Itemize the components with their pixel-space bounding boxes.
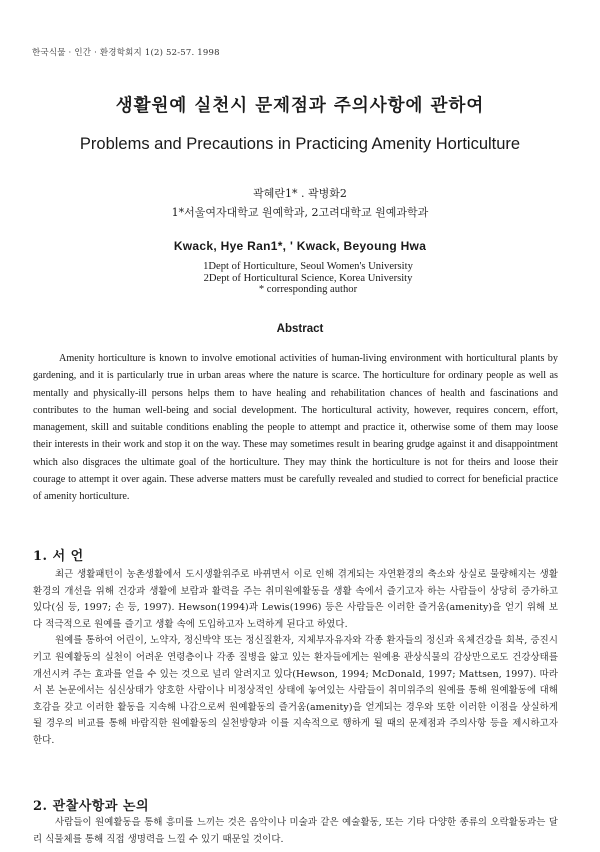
section-2-paragraph-1: 사람들이 원예활동을 통해 흥미를 느끼는 것은 음악이나 미술과 같은 예술활동, 또는 기타 다양한 종류의 오락활동과는 달리 식물체를 통해 직접 생명력을 느낄 수 있기 때문일 것이다. [33, 817, 558, 845]
korean-author-block [0, 184, 600, 222]
affiliation-1: 1Dept of Horticulture, Seoul Women's University [203, 261, 413, 272]
korean-title: 생활원예 실천시 문제점과 주의사항에 관하여 [115, 96, 485, 116]
section-1-body [33, 567, 558, 750]
section-2-body [33, 815, 558, 848]
abstract-body: Amenity horticulture is known to involve emotional activities of human-living environment with horticultural plants by gardening, and it is particularly true in urban areas where the nature is scarce. The horticulture for ordinary people as well as mentally and physically-ill persons helps them to have healing and rehabilitation chances of health and fascinations and contributes to the human well-being and social development. The horticultural activity, however, requires concern, effort, management, skill and suitable conditions enabling the people to attempt and practice it, otherwise some of them may loose their interests in their work and stop it on the way. These may sometimes result in bearing grudge against it and disappointment which also disgraces the ultimate goal of the horticulture. They may think the horticulture is not for theirs and loose their courage to attempt it over again. These adverse matters must be carefully revealed and studied to correct for beneficial practice of amenity horticulture. [33, 353, 558, 503]
abstract-heading: Abstract [276, 323, 324, 335]
korean-author-names: 곽혜란1* . 곽병화2 [253, 187, 347, 200]
english-author-names: Kwack, Hye Ran1*, ' Kwack, Beyoung Hwa [173, 239, 427, 253]
corresponding-author-note: * corresponding author [258, 284, 358, 296]
section-2-heading: 2. 관찰사항과 논의 [33, 799, 150, 814]
journal-header: 한국식물 · 인간 · 환경학회지 1(2) 52-57. 1998 [32, 48, 220, 58]
section-1-paragraph-2: 원예를 통하여 어린이, 노약자, 정신박약 또는 정신질환자, 지체부자유자와 각종 환자들의 정신과 육체건강을 회복, 증진시키고 원예활동의 실천이 어려운 연령층이나 각종 질병을 앓고 있는 환자들에게는 원예용 관상식물의 감상만으로도 건강상태를 개선시켜 주는 효과를 얻을 수 있는 것으로 널리 알려지고 있다(Hewson, 1994; McDonald, 1997; Mattsen, 1997). 따라서 본 논문에서는 심신상태가 양호한 사람이나 비정상적인 상태에 놓여있는 사람들이 취미위주의 원예를 통해 원예활동에 대해 호감을 갖고 이러한 활동을 지속해 나감으로써 원예활동의 즐거움(amenity)을 얻게되는 경우와 또한 이러한 이점을 상실하게 될 경우의 비교를 통해 바람직한 원예활동의 실천방향과 이를 지속적으로 행하게 될 때의 문제점과 주의사항 등을 제시하고자 한다. [33, 635, 558, 746]
english-affiliations [168, 261, 448, 296]
affiliation-2: 2Dept of Horticultural Science, Korea University [203, 272, 413, 284]
section-1-paragraph-1: 최근 생활패턴이 농촌생활에서 도시생활위주로 바뀌면서 이로 인해 겪게되는 자연환경의 축소와 상실로 물량해지는 생활환경의 개선을 위해 건강과 생활에 보람과 활력을 주는 취미원예활동을 생활 속에서 즐기고자 하는 사람들이 상당히 증가하고 있다(심 등, 1997; 손 등, 1997). Hewson(1994)과 Lewis(1996) 등은 사람들은 이러한 즐거움(amenity)을 얻기 위해 보다 적극적으로 원예를 즐기고 생활 속에 도입하고자 노력하게 된다고 하였다. [33, 569, 558, 630]
section-1-heading: 1. 서 언 [33, 549, 84, 564]
korean-affiliations: 1*서울여자대학교 원예학과, 2고려대학교 원예과학과 [171, 206, 429, 219]
english-title: Problems and Precautions in Practicing Amenity Horticulture [79, 135, 521, 153]
